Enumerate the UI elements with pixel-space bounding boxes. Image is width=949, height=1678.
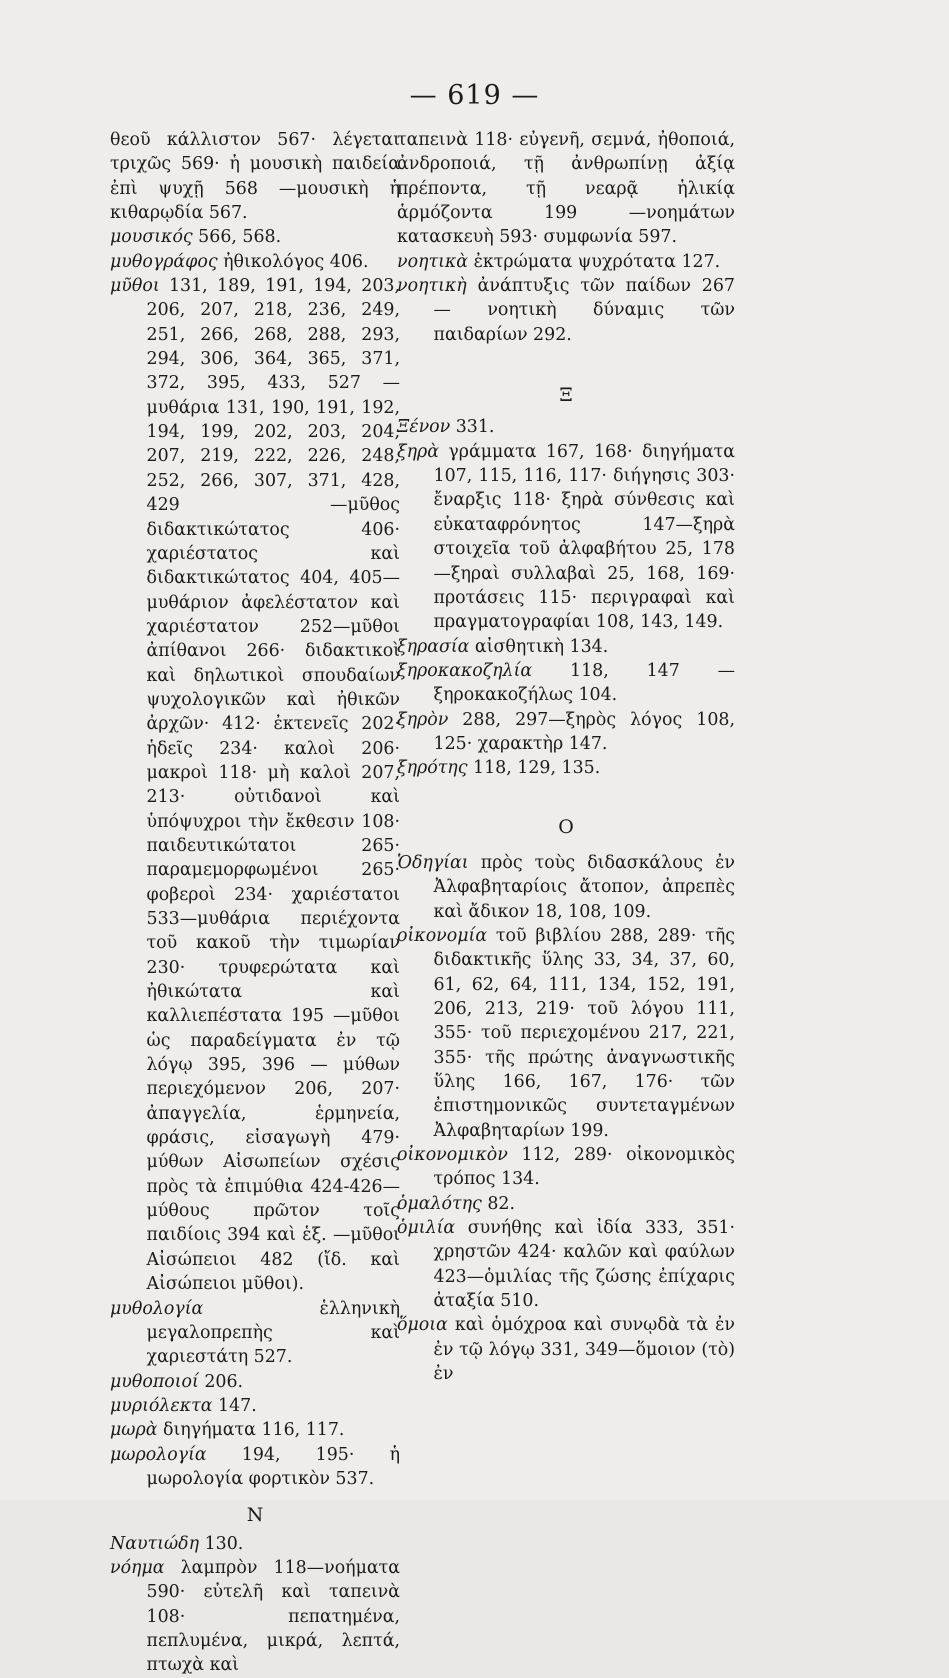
index-entry <box>397 1216 735 1313</box>
entry-text: ἀνάπτυξις τῶν παίδων 267 — νοητικὴ δύναμις τῶν παιδαρίων 292. <box>433 276 735 345</box>
index-entry <box>397 415 735 439</box>
entry-headword: μωρολογία <box>110 1444 207 1465</box>
index-entry <box>397 274 735 347</box>
entry-headword: οἰκονομικὸν <box>397 1145 508 1166</box>
entry-headword: μουσικός <box>110 227 193 248</box>
index-entry <box>397 440 735 635</box>
entry-text: αἰσθητικὴ 134. <box>469 636 609 657</box>
entry-headword: μυθογράφος <box>110 251 218 272</box>
entry-text: 118, 147 —ξηροκακοζήλως 104. <box>433 660 735 706</box>
index-column-left <box>110 128 400 1678</box>
entry-text: διηγήματα 116, 117. <box>157 1420 345 1441</box>
index-entry <box>110 1297 400 1370</box>
entry-headword: μωρὰ <box>110 1420 158 1441</box>
entry-text: συνήθης καὶ ἰδία 333, 351· χρηστῶν 424· καλῶν καὶ φαύλων 423—ὁμιλίας τῆς ζώσης ἐπίχαρις ἀταξία 510. <box>433 1218 735 1312</box>
section-letter-omicron: Ο <box>558 815 574 838</box>
entry-text: καὶ ὁμόχροα καὶ συνῳδὰ τὰ ἐν ἐν τῷ λόγῳ 331, 349—ὅμοιον (τὸ) ἐν <box>433 1315 735 1385</box>
entry-headword: Ξένον <box>397 417 451 438</box>
section-letter-nu: Ν <box>246 1504 264 1527</box>
entry-headword: νόημα <box>110 1557 165 1578</box>
index-entry-continuation <box>110 128 400 225</box>
index-entry <box>110 225 400 249</box>
entry-text: πρὸς τοὺς διδασκάλους ἐν Ἀλφαβηταρίοις ἄτοπον, ἀπρεπὲς καὶ ἄδικον 18, 108, 109. <box>433 852 735 922</box>
entry-text: θεοῦ κάλλιστον 567· λέγεται τριχῶς 569· ἡ μουσικὴ παιδεία ἐπὶ ψυχῇ 568 —μουσικὴ ἡ κιθαρῳδία 567. <box>110 130 400 224</box>
index-entry <box>397 708 735 757</box>
entry-text: 147. <box>212 1395 257 1416</box>
entry-text: 82. <box>481 1193 515 1214</box>
index-entry <box>110 274 400 1296</box>
index-entry <box>397 1143 735 1192</box>
entry-headword: μυθολογία <box>110 1298 204 1319</box>
entry-text: ἑλληνικὴ μεγαλοπρεπὴς καὶ χαριεστάτη 527. <box>146 1298 400 1368</box>
entry-text: ἐκτρώματα ψυχρότατα 127. <box>468 251 721 272</box>
entry-headword: ξηρότης <box>397 758 468 779</box>
entry-text: 112, 289· οἰκονομικὸς τρόπος 134. <box>433 1145 735 1190</box>
index-entry <box>397 250 735 274</box>
entry-text: 130. <box>199 1533 244 1554</box>
index-entry <box>397 1313 735 1386</box>
entry-headword: μυριόλεκτα <box>110 1395 213 1416</box>
entry-headword: ξηρὰ <box>397 441 439 462</box>
index-entry <box>397 659 735 708</box>
index-entry <box>397 851 735 924</box>
entry-text: λαμπρὸν 118—νοήματα 590· εὐτελῆ καὶ ταπεινὰ 108· πεπατημένα, πεπλυμένα, μικρά, λεπτά, πτωχὰ καὶ <box>146 1557 400 1676</box>
entry-text: 566, 568. <box>192 227 282 248</box>
index-entry <box>397 756 735 780</box>
section-letter-xi: Ξ <box>559 384 573 407</box>
index-entry <box>110 1418 400 1442</box>
entry-text: ἠθικολόγος 406. <box>217 251 369 272</box>
entry-headword: ὁμιλία <box>397 1218 456 1239</box>
entry-headword: ξηρασία <box>397 636 470 657</box>
index-entry <box>110 1443 400 1492</box>
entry-text: τοῦ βιβλίου 288, 289· τῆς διδακτικῆς ὕλης 33, 34, 37, 60, 61, 62, 64, 111, 134, 152, 191, 206, 213, 219· τοῦ λόγου 111, 355· τοῦ περιεχομένου 217, 221, 355· τῆς πρώτης ἀναγνωστικῆς ὕλης 166, 167, 176· τῶν ἐπιστημονικῶς συντεταγμένων Ἀλφαβηταρίων 199. <box>433 925 735 1141</box>
index-entry <box>397 635 735 659</box>
index-entry <box>110 1532 400 1556</box>
entry-headword: Ὁδηγίαι <box>397 852 469 873</box>
entry-headword: ὁμαλότης <box>397 1193 482 1214</box>
entry-headword: ὅμοια <box>397 1315 448 1336</box>
entry-text: 118, 129, 135. <box>467 758 601 779</box>
index-entry <box>397 924 735 1143</box>
index-entry-continuation <box>397 128 735 250</box>
index-entry <box>110 1556 400 1678</box>
entry-text: 194, 195· ἡ μωρολογία φορτικὸν 537. <box>146 1444 400 1489</box>
entry-headword: Ναυτιώδη <box>110 1533 200 1554</box>
entry-headword: ξηρὸν <box>397 709 449 730</box>
entry-headword: μυθοποιοί <box>110 1371 199 1392</box>
entry-text: ταπεινὰ 118· εὐγενῆ, σεμνά, ἠθοποιά, ἀνδροποιά, τῇ ἀνθρωπίνῃ ἀξίᾳ πρέποντα, τῇ νεαρᾷ ἡλικίᾳ ἁρμόζοντα 199 —νοημάτων κατασκευὴ 593· συμφωνία 597. <box>397 130 735 248</box>
index-entry <box>110 1370 400 1394</box>
entry-text: 331. <box>450 417 495 438</box>
index-entry <box>110 250 400 274</box>
entry-text: 131, 189, 191, 194, 203, 206, 207, 218, 236, 249, 251, 266, 268, 288, 293, 294, 306, 364, 365, 371, 372, 395, 433, 527 — μυθάρια 131, 190, 191, 192, 194, 199, 202, 203, 204, 207, 219, 222, 226, 248, 252, 266, 307, 371, 428, 429 —μῦθος διδακτικώτατος 406· χαριέστατος καὶ διδακτικώτατος 404, 405—μυθάριον ἀφελέστατον καὶ χαριέστατον 252—μῦθοι ἀπίθανοι 266· διδακτικοὶ καὶ δηλωτικοὶ σπουδαίων ψυχολογικῶν καὶ ἠθικῶν ἀρχῶν· 412· ἐκτενεῖς 202· ἡδεῖς 234· καλοὶ 206· μακροὶ 118· μὴ καλοὶ 207, 213· οὐτιδανοὶ καὶ ὑπόψυχροι τὴν ἔκθεσιν 108· παιδευτικώτατοι 265· παραμεμορφωμένοι 265· φοβεροὶ 234· χαριέστατοι 533—μυθάρια περιέχοντα τοῦ κακοῦ τὴν τιμωρίαν 230· τρυφερώτατα καὶ ἠθικώτατα καὶ καλλιεπέστατα 195 —μῦθοι ὡς παραδείγματα ἐν τῷ λόγῳ 395, 396 — μύθων περιεχόμενον 206, 207· ἀπαγγελία, ἑρμηνεία, φράσις, εἰσαγωγὴ 479· μύθων Αἰσωπείων σχέσις πρὸς τὰ ἐπιμύθια 424-426—μύθους πρῶτον τοῖς παιδίοις 394 καὶ ἑξ. —μῦθοι Αἰσώπειοι 482 (ἴδ. καὶ Αἰσώπειοι μῦθοι). <box>146 276 400 1295</box>
entry-headword: ξηροκακοζηλία <box>397 660 533 681</box>
entry-text: γράμματα 167, 168· διηγήματα 107, 115, 116, 117· διήγησις 303· ἔναρξις 118· ξηρὰ σύνθεσις καὶ εὐκαταφρόνητος 147—ξηρὰ στοιχεῖα τοῦ ἀλφαβήτου 25, 178—ξηραὶ συλλαβαὶ 25, 168, 169· προτάσεις 115· περιγραφαὶ καὶ πραγματογραφίαι 108, 143, 149. <box>433 441 735 633</box>
index-entry <box>397 1192 735 1216</box>
entry-headword: μῦθοι <box>110 276 160 297</box>
entry-text: 288, 297—ξηρὸς λόγος 108, 125· χαρακτὴρ 147. <box>433 709 735 754</box>
page-number: — 619 — <box>409 80 540 111</box>
entry-headword: νοητικὴ <box>397 276 467 297</box>
index-entry <box>110 1394 400 1418</box>
index-column-right <box>397 128 735 1387</box>
entry-headword: οἰκονομία <box>397 925 488 946</box>
entry-text: 206. <box>198 1371 244 1392</box>
entry-headword: νοητικὰ <box>397 251 469 272</box>
